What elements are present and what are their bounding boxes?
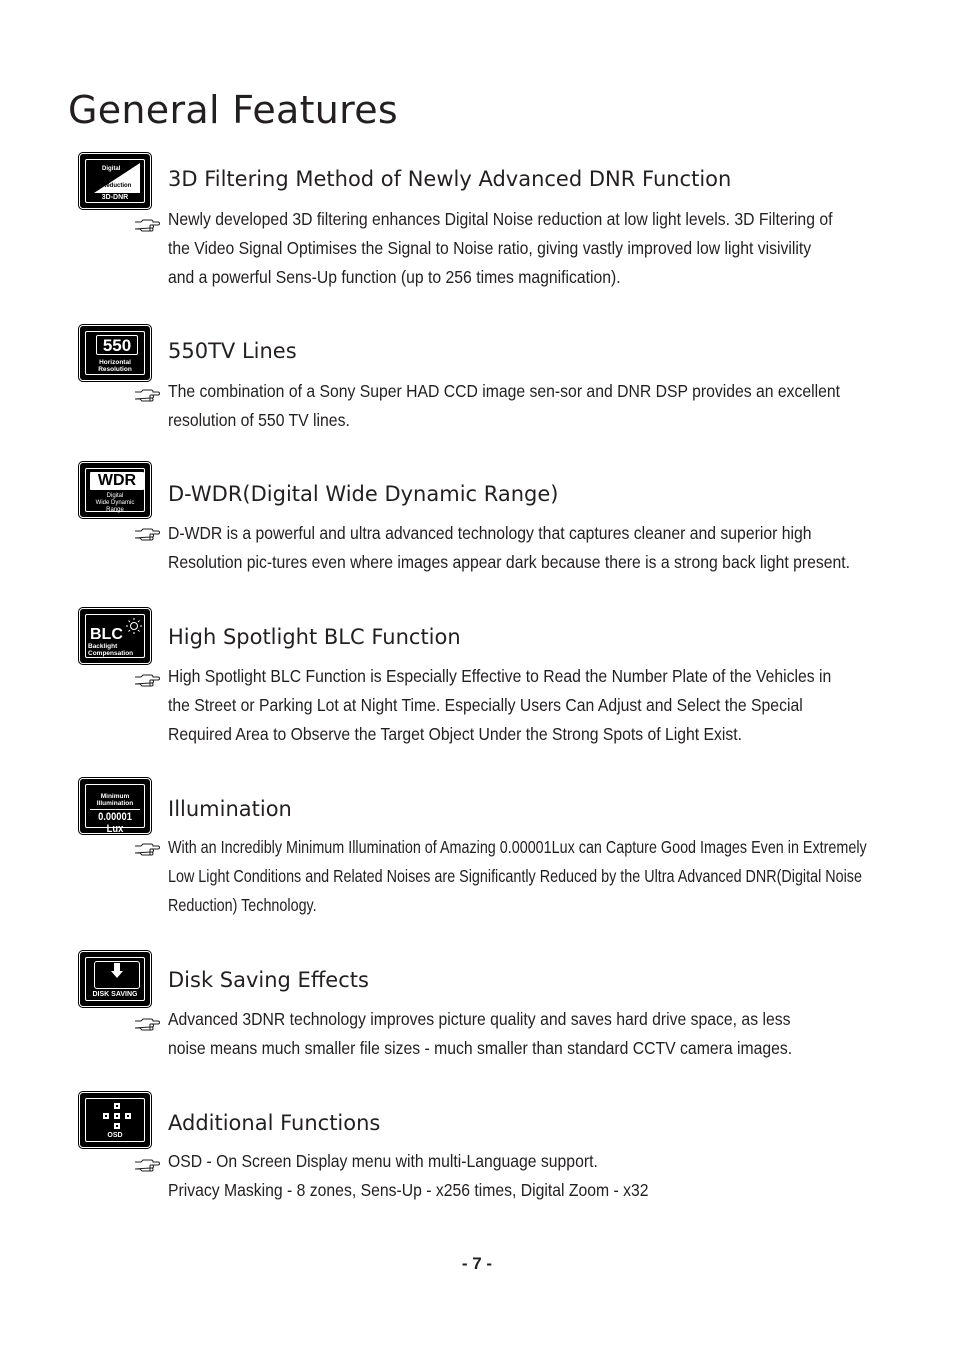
badge-text: DISK SAVING xyxy=(92,991,138,998)
3d-dnr-badge-icon xyxy=(80,154,150,208)
horizontal-resolution-badge-icon xyxy=(80,326,150,380)
feature-description: OSD - On Screen Display menu with multi-Language support. Privacy Masking - 8 zones, Sens-Up - x256 times, Digital Zoom - x32 xyxy=(168,1151,649,1200)
badge-number: 0.00001 Lux xyxy=(98,811,132,835)
feature-title: 3D Filtering Method of Newly Advanced DNR Function xyxy=(168,167,732,191)
page-number: - 7 - xyxy=(461,1254,493,1273)
page-title: General Features xyxy=(68,88,399,132)
feature-description: With an Incredibly Minimum Illumination of Amazing 0.00001Lux can Capture Good Images Even in Extremely Low Light Conditions and Related Noises are Significantly Reduced by the Ultra Advanced DNR(Digital Noise Reduction) Technology. xyxy=(168,837,867,915)
badge-text: Reduction xyxy=(102,183,132,189)
osd-navigation-pad-icon xyxy=(103,1103,131,1129)
pointing-hand-icon xyxy=(134,1157,160,1173)
pointing-hand-icon xyxy=(134,526,160,542)
minimum-illumination-badge-icon xyxy=(80,779,150,833)
feature-description: Newly developed 3D filtering enhances Digital Noise reduction at low light levels. 3D Filtering of the Video Signal Optimises the Signal to Noise ratio, giving vastly improved low light visivility and a powerful Sens-Up function (up to 256 times magnification). xyxy=(168,209,833,287)
pointing-hand-icon xyxy=(134,841,160,857)
feature-title: Additional Functions xyxy=(168,1111,381,1135)
light-rays-icon xyxy=(120,617,144,635)
pointing-hand-icon xyxy=(134,672,160,688)
badge-text: 3D-DNR xyxy=(101,194,129,201)
wdr-badge-icon xyxy=(80,463,150,517)
badge-text: Horizontal Resolution xyxy=(98,359,132,373)
badge-text: Minimum Illumination xyxy=(96,793,134,807)
badge-text: OSD xyxy=(107,1132,123,1139)
feature-description: High Spotlight BLC Function is Especially Effective to Read the Number Plate of the Vehicles in the Street or Parking Lot at Night Time. Especially Users Can Adjust and Select the Special Required Area to Observe the Target Object Under the Strong Spots of Light Exist. xyxy=(168,666,832,744)
feature-description: Advanced 3DNR technology improves picture quality and saves hard drive space, as less noise means much smaller file sizes - much smaller than standard CCTV camera images. xyxy=(168,1009,793,1058)
badge-number: WDR xyxy=(90,472,144,490)
feature-title: High Spotlight BLC Function xyxy=(168,625,461,649)
feature-title: Illumination xyxy=(168,797,292,821)
badge-number: BLC xyxy=(90,626,123,643)
download-arrow-icon xyxy=(111,963,123,979)
pointing-hand-icon xyxy=(134,387,160,403)
feature-title: Disk Saving Effects xyxy=(168,968,369,992)
blc-badge-icon xyxy=(80,609,150,663)
badge-text: Digital Wide Dynamic Range xyxy=(95,493,135,513)
feature-title: 550TV Lines xyxy=(168,339,297,363)
pointing-hand-icon xyxy=(134,1016,160,1032)
feature-description: D-WDR is a powerful and ultra advanced technology that captures cleaner and superior high Resolution pic-tures even where images appear dark because there is a strong back light present. xyxy=(168,523,851,572)
feature-description: The combination of a Sony Super HAD CCD image sen-sor and DNR DSP provides an excellent resolution of 550 TV lines. xyxy=(168,381,841,430)
badge-text: Noise xyxy=(108,174,125,180)
badge-text: Digital xyxy=(102,166,121,172)
badge-number: 550 xyxy=(96,335,138,355)
pointing-hand-icon xyxy=(134,217,160,233)
badge-text: Backlight Compensation xyxy=(88,643,134,657)
feature-title: D-WDR(Digital Wide Dynamic Range) xyxy=(168,482,559,506)
disk-saving-badge-icon xyxy=(80,952,150,1006)
osd-badge-icon xyxy=(80,1093,150,1147)
